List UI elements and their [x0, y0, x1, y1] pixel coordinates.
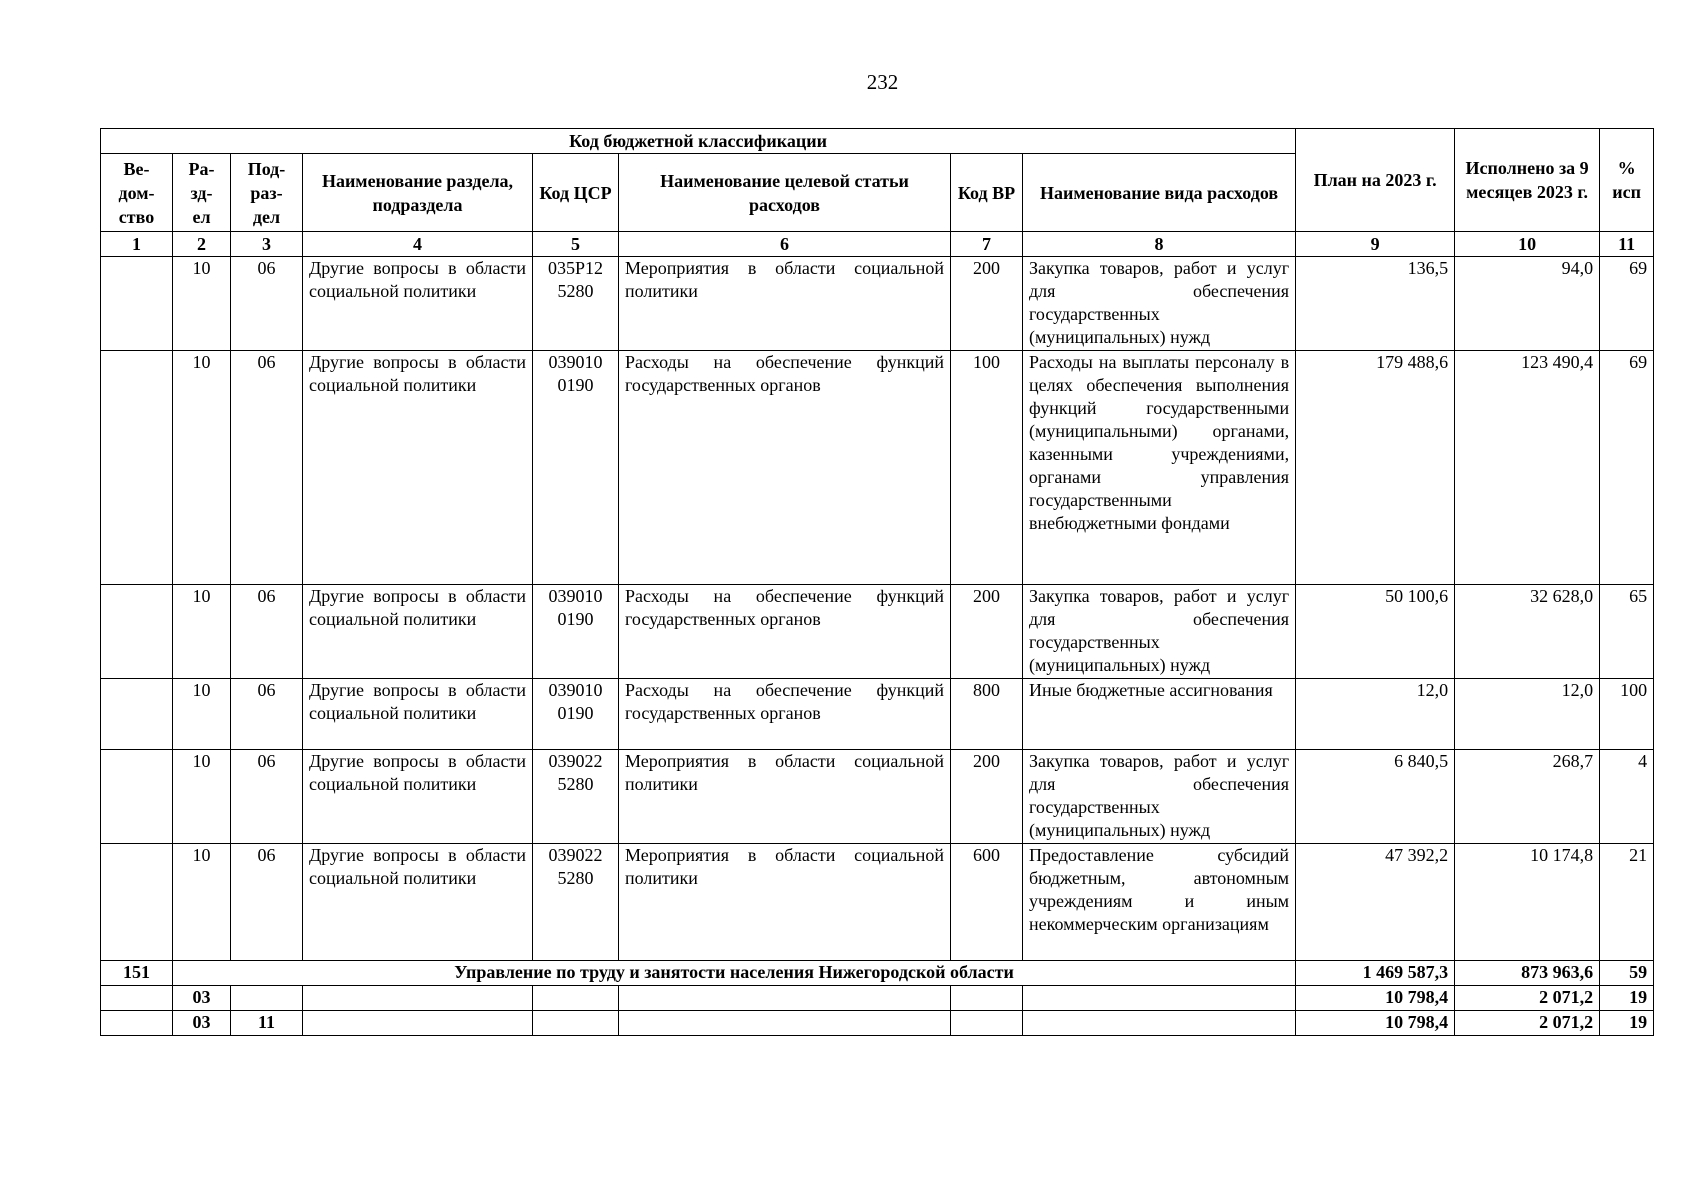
cell-target-name [619, 1011, 951, 1036]
cell-vr-name: Расходы на выплаты персоналу в целях обеспечения выполнения функций государственными (муниципальными) органами, казенными учреждениями, органами управления государственными внебюджетными фондами [1023, 351, 1296, 585]
cell-razdel: 10 [173, 585, 231, 679]
column-number: 9 [1296, 232, 1455, 257]
cell-podrazdel: 06 [231, 750, 303, 844]
column-number: 8 [1023, 232, 1296, 257]
cell-razdel-name: Другие вопросы в области социальной политики [303, 351, 533, 585]
cell-vedomstvo [101, 585, 173, 679]
cell-vr-name: Предоставление субсидий бюджетным, автономным учреждениям и иным некоммерческим организациям [1023, 844, 1296, 961]
cell-percent: 69 [1600, 351, 1654, 585]
column-number: 10 [1455, 232, 1600, 257]
column-number: 2 [173, 232, 231, 257]
cell-podrazdel: 06 [231, 585, 303, 679]
cell-vr-code: 100 [951, 351, 1023, 585]
cell-podrazdel: 06 [231, 351, 303, 585]
header-csr-code: Код ЦСР [533, 154, 619, 232]
cell-target-name: Расходы на обеспечение функций государственных органов [619, 679, 951, 750]
cell-vedomstvo [101, 679, 173, 750]
cell-plan: 10 798,4 [1296, 1011, 1455, 1036]
cell-plan: 136,5 [1296, 257, 1455, 351]
cell-plan: 50 100,6 [1296, 585, 1455, 679]
cell-target-name: Расходы на обеспечение функций государственных органов [619, 351, 951, 585]
cell-csr-code: 039022 5280 [533, 750, 619, 844]
cell-target-name [619, 986, 951, 1011]
cell-razdel-name: Другие вопросы в области социальной политики [303, 750, 533, 844]
header-plan: План на 2023 г. [1296, 129, 1455, 232]
column-number: 7 [951, 232, 1023, 257]
cell-vr-name [1023, 986, 1296, 1011]
header-percent: % исп [1600, 129, 1654, 232]
cell-vr-code [951, 986, 1023, 1011]
header-podrazdel: Под- раз- дел [231, 154, 303, 232]
cell-executed: 10 174,8 [1455, 844, 1600, 961]
table-row [101, 257, 1654, 351]
cell-percent: 59 [1600, 961, 1654, 986]
cell-podrazdel [231, 986, 303, 1011]
cell-razdel-name: Другие вопросы в области социальной политики [303, 257, 533, 351]
cell-vedomstvo [101, 351, 173, 585]
column-number-row [101, 232, 1654, 257]
cell-vr-name [1023, 1011, 1296, 1036]
header-executed: Исполнено за 9 месяцев 2023 г. [1455, 129, 1600, 232]
cell-executed: 123 490,4 [1455, 351, 1600, 585]
table-row [101, 844, 1654, 961]
header-razdel-name: Наименование раздела, подраздела [303, 154, 533, 232]
cell-executed: 2 071,2 [1455, 1011, 1600, 1036]
cell-podrazdel: 11 [231, 1011, 303, 1036]
cell-razdel: 03 [173, 1011, 231, 1036]
cell-vedomstvo: 151 [101, 961, 173, 986]
column-number: 1 [101, 232, 173, 257]
agency-total-row [101, 961, 1654, 986]
cell-vr-code: 200 [951, 585, 1023, 679]
column-number: 4 [303, 232, 533, 257]
cell-csr-code: 039010 0190 [533, 585, 619, 679]
cell-executed: 12,0 [1455, 679, 1600, 750]
cell-vr-name: Закупка товаров, работ и услуг для обеспечения государственных (муниципальных) нужд [1023, 750, 1296, 844]
agency-title: Управление по труду и занятости населения Нижегородской области [173, 961, 1296, 986]
cell-podrazdel: 06 [231, 844, 303, 961]
cell-vr-name: Закупка товаров, работ и услуг для обеспечения государственных (муниципальных) нужд [1023, 585, 1296, 679]
cell-razdel-name [303, 986, 533, 1011]
cell-percent: 19 [1600, 986, 1654, 1011]
header-vedomstvo: Ве- дом- ство [101, 154, 173, 232]
cell-executed: 32 628,0 [1455, 585, 1600, 679]
cell-plan: 179 488,6 [1296, 351, 1455, 585]
cell-razdel-name: Другие вопросы в области социальной политики [303, 844, 533, 961]
header-budget-classification: Код бюджетной классификации [101, 129, 1296, 154]
cell-plan: 10 798,4 [1296, 986, 1455, 1011]
cell-csr-code: 039022 5280 [533, 844, 619, 961]
table-row [101, 679, 1654, 750]
cell-csr-code: 039010 0190 [533, 351, 619, 585]
cell-csr-code: 035Р12 5280 [533, 257, 619, 351]
cell-vr-code: 200 [951, 257, 1023, 351]
cell-percent: 4 [1600, 750, 1654, 844]
subsection-total-row [101, 1011, 1654, 1036]
header-vr-name: Наименование вида расходов [1023, 154, 1296, 232]
cell-vr-code: 200 [951, 750, 1023, 844]
cell-vedomstvo [101, 1011, 173, 1036]
cell-percent: 100 [1600, 679, 1654, 750]
column-number: 6 [619, 232, 951, 257]
cell-plan: 12,0 [1296, 679, 1455, 750]
cell-csr-code: 039010 0190 [533, 679, 619, 750]
cell-vedomstvo [101, 844, 173, 961]
cell-vr-code: 600 [951, 844, 1023, 961]
section-total-row [101, 986, 1654, 1011]
column-number: 3 [231, 232, 303, 257]
header-vr-code: Код ВР [951, 154, 1023, 232]
cell-razdel: 10 [173, 844, 231, 961]
column-number: 5 [533, 232, 619, 257]
cell-target-name: Мероприятия в области социальной политики [619, 750, 951, 844]
cell-csr-code [533, 1011, 619, 1036]
cell-razdel: 10 [173, 351, 231, 585]
cell-executed: 2 071,2 [1455, 986, 1600, 1011]
cell-vr-name: Иные бюджетные ассигнования [1023, 679, 1296, 750]
header-target-name: Наименование целевой статьи расходов [619, 154, 951, 232]
cell-target-name: Мероприятия в области социальной политики [619, 844, 951, 961]
header-razdel: Ра- зд- ел [173, 154, 231, 232]
cell-razdel: 10 [173, 679, 231, 750]
cell-plan: 1 469 587,3 [1296, 961, 1455, 986]
cell-razdel: 10 [173, 257, 231, 351]
cell-plan: 6 840,5 [1296, 750, 1455, 844]
cell-percent: 21 [1600, 844, 1654, 961]
cell-vedomstvo [101, 750, 173, 844]
cell-executed: 94,0 [1455, 257, 1600, 351]
cell-target-name: Мероприятия в области социальной политики [619, 257, 951, 351]
cell-vr-name: Закупка товаров, работ и услуг для обеспечения государственных (муниципальных) нужд [1023, 257, 1296, 351]
cell-podrazdel: 06 [231, 679, 303, 750]
table-row [101, 351, 1654, 585]
header-row-group [101, 129, 1654, 154]
table-row [101, 750, 1654, 844]
page-number: 232 [866, 70, 899, 94]
cell-vr-code [951, 1011, 1023, 1036]
cell-vedomstvo [101, 986, 173, 1011]
cell-razdel: 03 [173, 986, 231, 1011]
table-row [101, 585, 1654, 679]
cell-vedomstvo [101, 257, 173, 351]
cell-csr-code [533, 986, 619, 1011]
cell-vr-code: 800 [951, 679, 1023, 750]
cell-executed: 873 963,6 [1455, 961, 1600, 986]
cell-razdel-name: Другие вопросы в области социальной политики [303, 679, 533, 750]
cell-razdel: 10 [173, 750, 231, 844]
cell-percent: 69 [1600, 257, 1654, 351]
cell-percent: 19 [1600, 1011, 1654, 1036]
budget-table [100, 128, 1654, 1036]
cell-podrazdel: 06 [231, 257, 303, 351]
cell-razdel-name: Другие вопросы в области социальной политики [303, 585, 533, 679]
cell-percent: 65 [1600, 585, 1654, 679]
column-number: 11 [1600, 232, 1654, 257]
cell-executed: 268,7 [1455, 750, 1600, 844]
cell-target-name: Расходы на обеспечение функций государственных органов [619, 585, 951, 679]
cell-razdel-name [303, 1011, 533, 1036]
cell-plan: 47 392,2 [1296, 844, 1455, 961]
